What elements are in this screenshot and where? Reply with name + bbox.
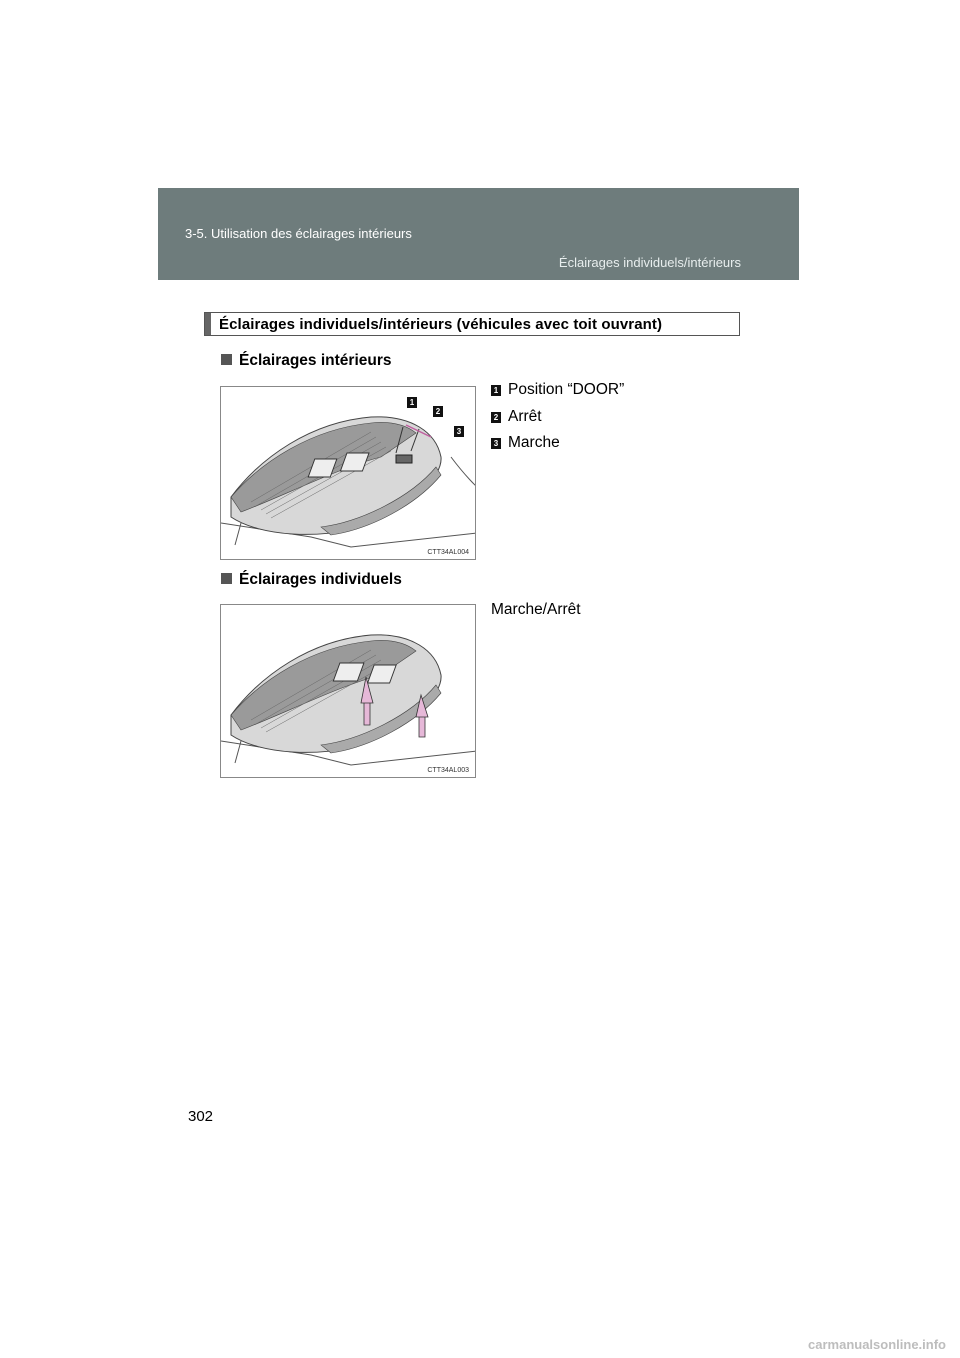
section-heading: Éclairages individuels/intérieurs (véhicules avec toit ouvrant) bbox=[219, 316, 663, 333]
legend-item-1 bbox=[491, 381, 624, 399]
page-number: 302 bbox=[188, 1108, 214, 1125]
square-bullet-icon bbox=[221, 573, 232, 584]
section-title: Éclairages individuels/intérieurs bbox=[558, 255, 741, 270]
legend-item-3-text: Marche bbox=[508, 434, 560, 451]
callout-1: 1 bbox=[407, 397, 417, 408]
subheading-individual-text: Éclairages individuels bbox=[239, 571, 402, 588]
roof-console-illustration-2 bbox=[221, 605, 476, 778]
chapter-title: 3-5. Utilisation des éclairages intérieurs bbox=[185, 226, 412, 241]
section-heading-bar bbox=[205, 313, 211, 335]
header-band bbox=[158, 188, 799, 280]
legend-item-1-text: Position “DOOR” bbox=[508, 381, 625, 398]
subheading-interior-text: Éclairages intérieurs bbox=[239, 352, 392, 369]
subheading-individual bbox=[221, 571, 402, 589]
individual-text: Marche/Arrêt bbox=[491, 601, 581, 618]
section-heading-box bbox=[204, 312, 740, 336]
callout-2: 2 bbox=[433, 406, 443, 417]
figure-code: CTT34AL004 bbox=[427, 549, 469, 556]
subheading-interior bbox=[221, 352, 392, 370]
legend-item-2 bbox=[491, 408, 542, 426]
legend-item-2-text: Arrêt bbox=[508, 408, 542, 425]
square-bullet-icon bbox=[221, 354, 232, 365]
number-badge-icon: 1 bbox=[491, 385, 501, 396]
legend-item-3 bbox=[491, 434, 560, 452]
figure-individual-lights bbox=[220, 604, 476, 778]
number-badge-icon: 2 bbox=[491, 412, 501, 423]
number-badge-icon: 3 bbox=[491, 438, 501, 449]
callout-3: 3 bbox=[454, 426, 464, 437]
figure-code: CTT34AL003 bbox=[427, 767, 469, 774]
watermark: carmanualsonline.info bbox=[808, 1337, 946, 1352]
